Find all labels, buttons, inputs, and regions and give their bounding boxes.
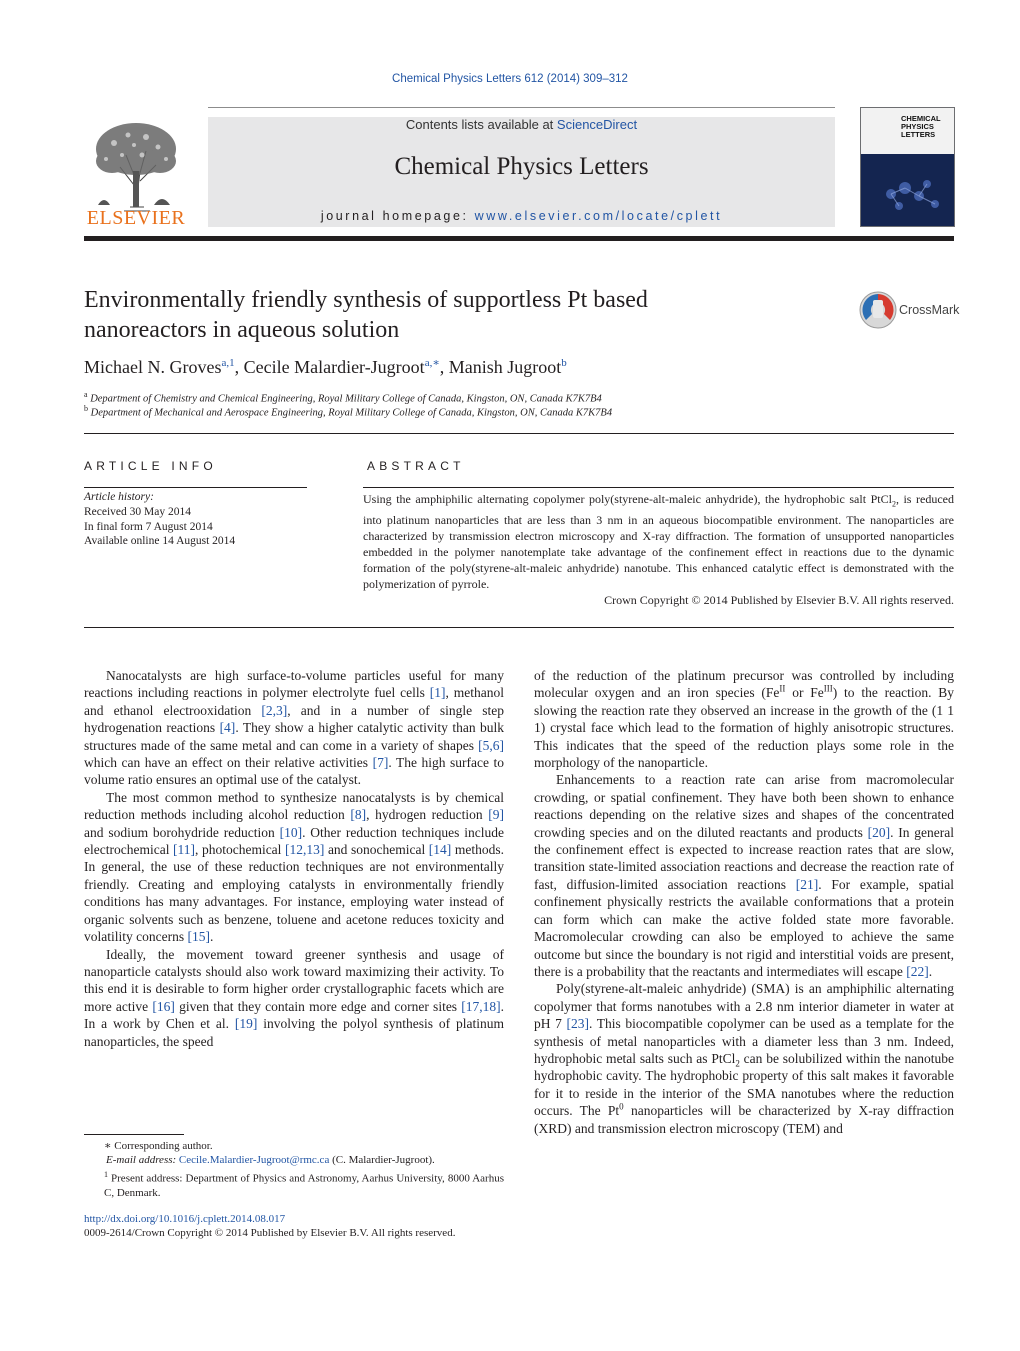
email-link[interactable]: Cecile.Malardier-Jugroot@rmc.ca bbox=[178, 1154, 330, 1167]
journal-homepage bbox=[208, 209, 835, 223]
affiliation bbox=[84, 390, 602, 405]
affiliation-mark: b bbox=[84, 404, 88, 413]
doi-link[interactable]: http://dx.doi.org/10.1016/j.cplett.2014.08.017 bbox=[84, 1213, 286, 1225]
header-rule bbox=[208, 107, 835, 108]
reference-link[interactable]: [2,3] bbox=[261, 702, 288, 718]
author-separator: , bbox=[439, 357, 449, 377]
cover-title-line: PHYSICS bbox=[901, 122, 934, 131]
body-paragraph: The most common method to synthesize nanocatalysts is by chemical reduction methods including alcohol reduction [8], hydrogen reduction [9] and sodium borohydride reduction [10]. Other reduction techniques include electrochemical [11], photochemical [12,13] and sonochemical [14] methods. In general, the use of these reduction techniques are not environmentally friendly. Creating and employing catalysts in environmentally friendly conditions has many advantages. For instance, employing water instead of organic solvents such as benzene, toluene and acetone reduces toxicity and volatility concerns [15]. bbox=[84, 789, 504, 945]
crossmark-badge[interactable] bbox=[858, 290, 958, 330]
author-affiliation-mark[interactable]: a,∗ bbox=[424, 357, 440, 369]
author-name[interactable]: Michael N. Groves bbox=[84, 357, 222, 377]
reference-link[interactable]: [17,18] bbox=[461, 998, 501, 1014]
journal-banner bbox=[208, 117, 835, 227]
reference-link[interactable]: [1] bbox=[429, 685, 446, 701]
body-column-right bbox=[534, 667, 954, 1137]
author-list bbox=[84, 356, 567, 378]
affiliation-text: Department of Chemistry and Chemical Engineering, Royal Military College of Canada, Kingston, ON, Canada K7K7B4 bbox=[90, 393, 602, 405]
article-history bbox=[84, 490, 235, 549]
affiliation bbox=[84, 404, 612, 419]
contents-line bbox=[208, 117, 835, 132]
header-thick-rule bbox=[84, 236, 954, 241]
footnote-rule bbox=[84, 1134, 184, 1135]
article-info-rule bbox=[84, 487, 307, 488]
author-affiliation-mark[interactable]: b bbox=[561, 357, 567, 369]
author-separator: , bbox=[234, 357, 244, 377]
cover-title bbox=[901, 115, 953, 139]
crossmark-label: CrossMark bbox=[899, 303, 960, 317]
footnote-present-address bbox=[84, 1168, 504, 1200]
footnote-mark: 1 bbox=[104, 1169, 108, 1179]
body-paragraph: Poly(styrene-alt-maleic anhydride) (SMA) is an amphiphilic alternating copolymer that forms nanotubes with a 2.8 nm interior diameter in water at pH 7 [23]. This biocompatible copolymer can be used as a template for the synthesis of metal nanoparticles with a diameter less than 3 nm. Indeed, hydrophobic metal salts such as PtCl$_2$ can be solubilized within the nanotube hydrophobic cavity. The hydrophobic property of this salt makes it favorable for it to reside in the interior of the SMA nanotubes where the reduction occurs. The Pt$^0$ nanoparticles will be characterized by X-ray diffraction (XRD) and transmission electron microscopy (TEM) and bbox=[534, 981, 955, 1136]
cover-title-line: LETTERS bbox=[901, 130, 936, 139]
body-paragraph: Nanocatalysts are high surface-to-volume particles useful for many reactions including reactions in polymer electrolyte fuel cells [1], methanol and ethanol electrooxidation [2,3], and in a number of single step hydrogenation reactions [4]. They show a higher catalytic activity than bulk structures made of the same metal and can come in a variety of shapes [5,6] which can have an effect on their relative activities [7]. The high surface to volume ratio ensures an optimal use of the catalyst. bbox=[84, 668, 505, 788]
affiliation-text: Department of Mechanical and Aerospace Engineering, Royal Military College of Canada, Kingston, ON, Canada K7K7B4 bbox=[90, 407, 613, 419]
footnote-corresponding bbox=[84, 1139, 504, 1153]
body-paragraph: Enhancements to a reaction rate can arise from macromolecular crowding, or spatial confinement. They have both been shown to enhance reactions depending on the relative sizes and shapes of the concentrated crowding species and on the diluted reactants and products [20]. In general the confinement effect is expected to increase reaction rates that are slow, transition state-limited association reactions and decrease the reaction rate of fast, diffusion-limited association reactions [21]. For example, spatial confinement physically restricts the available conformations that a protein can form which can make the active folded state more favorable. Macromolecular crowding can also be employed to achieve the same outcome but since the boundary is not rigid and interstitial voids are present, there is a probability that the reactants and intermediates will escape [22]. bbox=[534, 772, 954, 979]
body-paragraph: of the reduction of the platinum precursor was controlled by including molecular oxygen and an iron species ($Fe^{II}$ or $Fe^{III}$) to the reaction. By slowing the reaction rate they observed an increase in the growth of the (1 1 1) crystal face which lead to the formation of highly anisotropic structures. This indicates that the speed of the reduction plays some role in the morphology of the nanoparticle. bbox=[534, 668, 954, 771]
homepage-link[interactable]: www.elsevier.com/locate/cplett bbox=[474, 209, 723, 223]
reference-link[interactable]: [7] bbox=[372, 755, 389, 771]
history-revised: In final form 7 August 2014 bbox=[84, 520, 213, 533]
reference-link[interactable]: [16] bbox=[152, 998, 175, 1014]
abstract-body bbox=[363, 491, 954, 608]
abstract-text-part: , is reduced into platinum nanoparticles that are less than 3 nm in an aqueous biocompatible environment. The nanoparticles are characterized by transmission electron microscopy and X-ray diffraction. The formation of unsupported nanoparticles embedded in the polymer nanotemplate take advantage of the confinement effect in reactions due to the dynamic formation of the poly(styrene-alt-maleic anhydride) nanotube. This enhanced catalytic effect is demonstrated with the polymerization of pyrrole. bbox=[363, 492, 954, 592]
reference-link[interactable]: [19] bbox=[234, 1016, 258, 1032]
cover-molecule-image bbox=[861, 154, 954, 226]
footnote-text: Corresponding author. bbox=[114, 1140, 213, 1152]
reference-link[interactable]: [21] bbox=[795, 876, 819, 892]
elsevier-wordmark: ELSEVIER bbox=[86, 207, 186, 229]
article-title bbox=[84, 285, 804, 345]
footnote-text: (C. Malardier-Jugroot). bbox=[329, 1154, 435, 1167]
reference-link[interactable]: [20] bbox=[867, 824, 891, 840]
journal-citation[interactable]: Chemical Physics Letters 612 (2014) 309–312 bbox=[392, 73, 628, 85]
journal-title: Chemical Physics Letters bbox=[394, 153, 649, 180]
email-label: E-mail address: bbox=[106, 1154, 179, 1167]
abstract-subscript: 2 bbox=[891, 499, 896, 509]
body-paragraph: Ideally, the movement toward greener synthesis and usage of nanoparticle catalysts should also work toward maximizing their activity. To this end it is desirable to form higher order crystallographic facets which are more active [16] given that they contain more edge and corner sites [17,18]. In a work by Chen et al. [19] involving the polyol synthesis of platinum nanoparticles, the speed bbox=[84, 946, 505, 1049]
reference-link[interactable]: [12,13] bbox=[285, 842, 325, 858]
reference-link[interactable]: [5,6] bbox=[478, 737, 504, 753]
footnote-email bbox=[84, 1153, 504, 1167]
reference-link[interactable]: [8] bbox=[350, 807, 367, 823]
abstract-heading: ABSTRACT bbox=[367, 459, 465, 473]
doi-block bbox=[84, 1212, 455, 1241]
footnote-mark: ∗ bbox=[104, 1140, 112, 1152]
journal-cover-thumbnail[interactable] bbox=[860, 107, 955, 227]
history-label: Article history: bbox=[84, 491, 154, 503]
footnote-text: Present address: Department of Physics and Astronomy, Aarhus University, 8000 Aarhus C, Denmark. bbox=[104, 1172, 505, 1199]
author-affiliation-mark[interactable]: a,1 bbox=[221, 357, 235, 369]
cover-title-line: CHEMICAL bbox=[901, 114, 941, 123]
issn-copyright: 0009-2614/Crown Copyright © 2014 Published by Elsevier B.V. All rights reserved. bbox=[84, 1227, 456, 1240]
author-name[interactable]: Cecile Malardier-Jugroot bbox=[243, 357, 425, 377]
crossmark-icon bbox=[858, 290, 898, 330]
sciencedirect-link[interactable]: ScienceDirect bbox=[556, 117, 638, 132]
divider bbox=[84, 627, 954, 628]
reference-link[interactable]: [9] bbox=[488, 807, 504, 823]
article-title-line: nanoreactors in aqueous solution bbox=[84, 317, 400, 343]
reference-link[interactable]: [14] bbox=[428, 842, 452, 858]
reference-link[interactable]: [11] bbox=[173, 842, 196, 858]
abstract-text-part: Using the amphiphilic alternating copolymer poly(styrene-alt-maleic anhydride), the hydrophobic salt PtCl bbox=[363, 492, 892, 506]
article-info-heading: ARTICLE INFO bbox=[84, 459, 217, 473]
abstract-copyright: Crown Copyright © 2014 Published by Elsevier B.V. All rights reserved. bbox=[604, 593, 954, 608]
reference-link[interactable]: [23] bbox=[566, 1016, 589, 1032]
footnotes bbox=[84, 1139, 504, 1200]
homepage-prefix: journal homepage: bbox=[320, 209, 475, 223]
abstract-rule bbox=[363, 487, 954, 488]
history-received: Received 30 May 2014 bbox=[84, 505, 191, 518]
history-online: Available online 14 August 2014 bbox=[84, 535, 236, 548]
reference-link[interactable]: [4] bbox=[219, 720, 236, 736]
abstract-text bbox=[363, 491, 954, 592]
body-column-left bbox=[84, 667, 504, 1050]
article-title-line: Environmentally friendly synthesis of supportless Pt based bbox=[84, 287, 648, 313]
divider bbox=[84, 433, 954, 434]
affiliation-mark: a bbox=[84, 390, 88, 399]
contents-prefix: Contents lists available at bbox=[405, 117, 557, 132]
reference-link[interactable]: [15] bbox=[187, 929, 210, 945]
reference-link[interactable]: [22] bbox=[906, 963, 929, 979]
reference-link[interactable]: [10] bbox=[279, 824, 303, 840]
author-name[interactable]: Manish Jugroot bbox=[448, 357, 562, 377]
